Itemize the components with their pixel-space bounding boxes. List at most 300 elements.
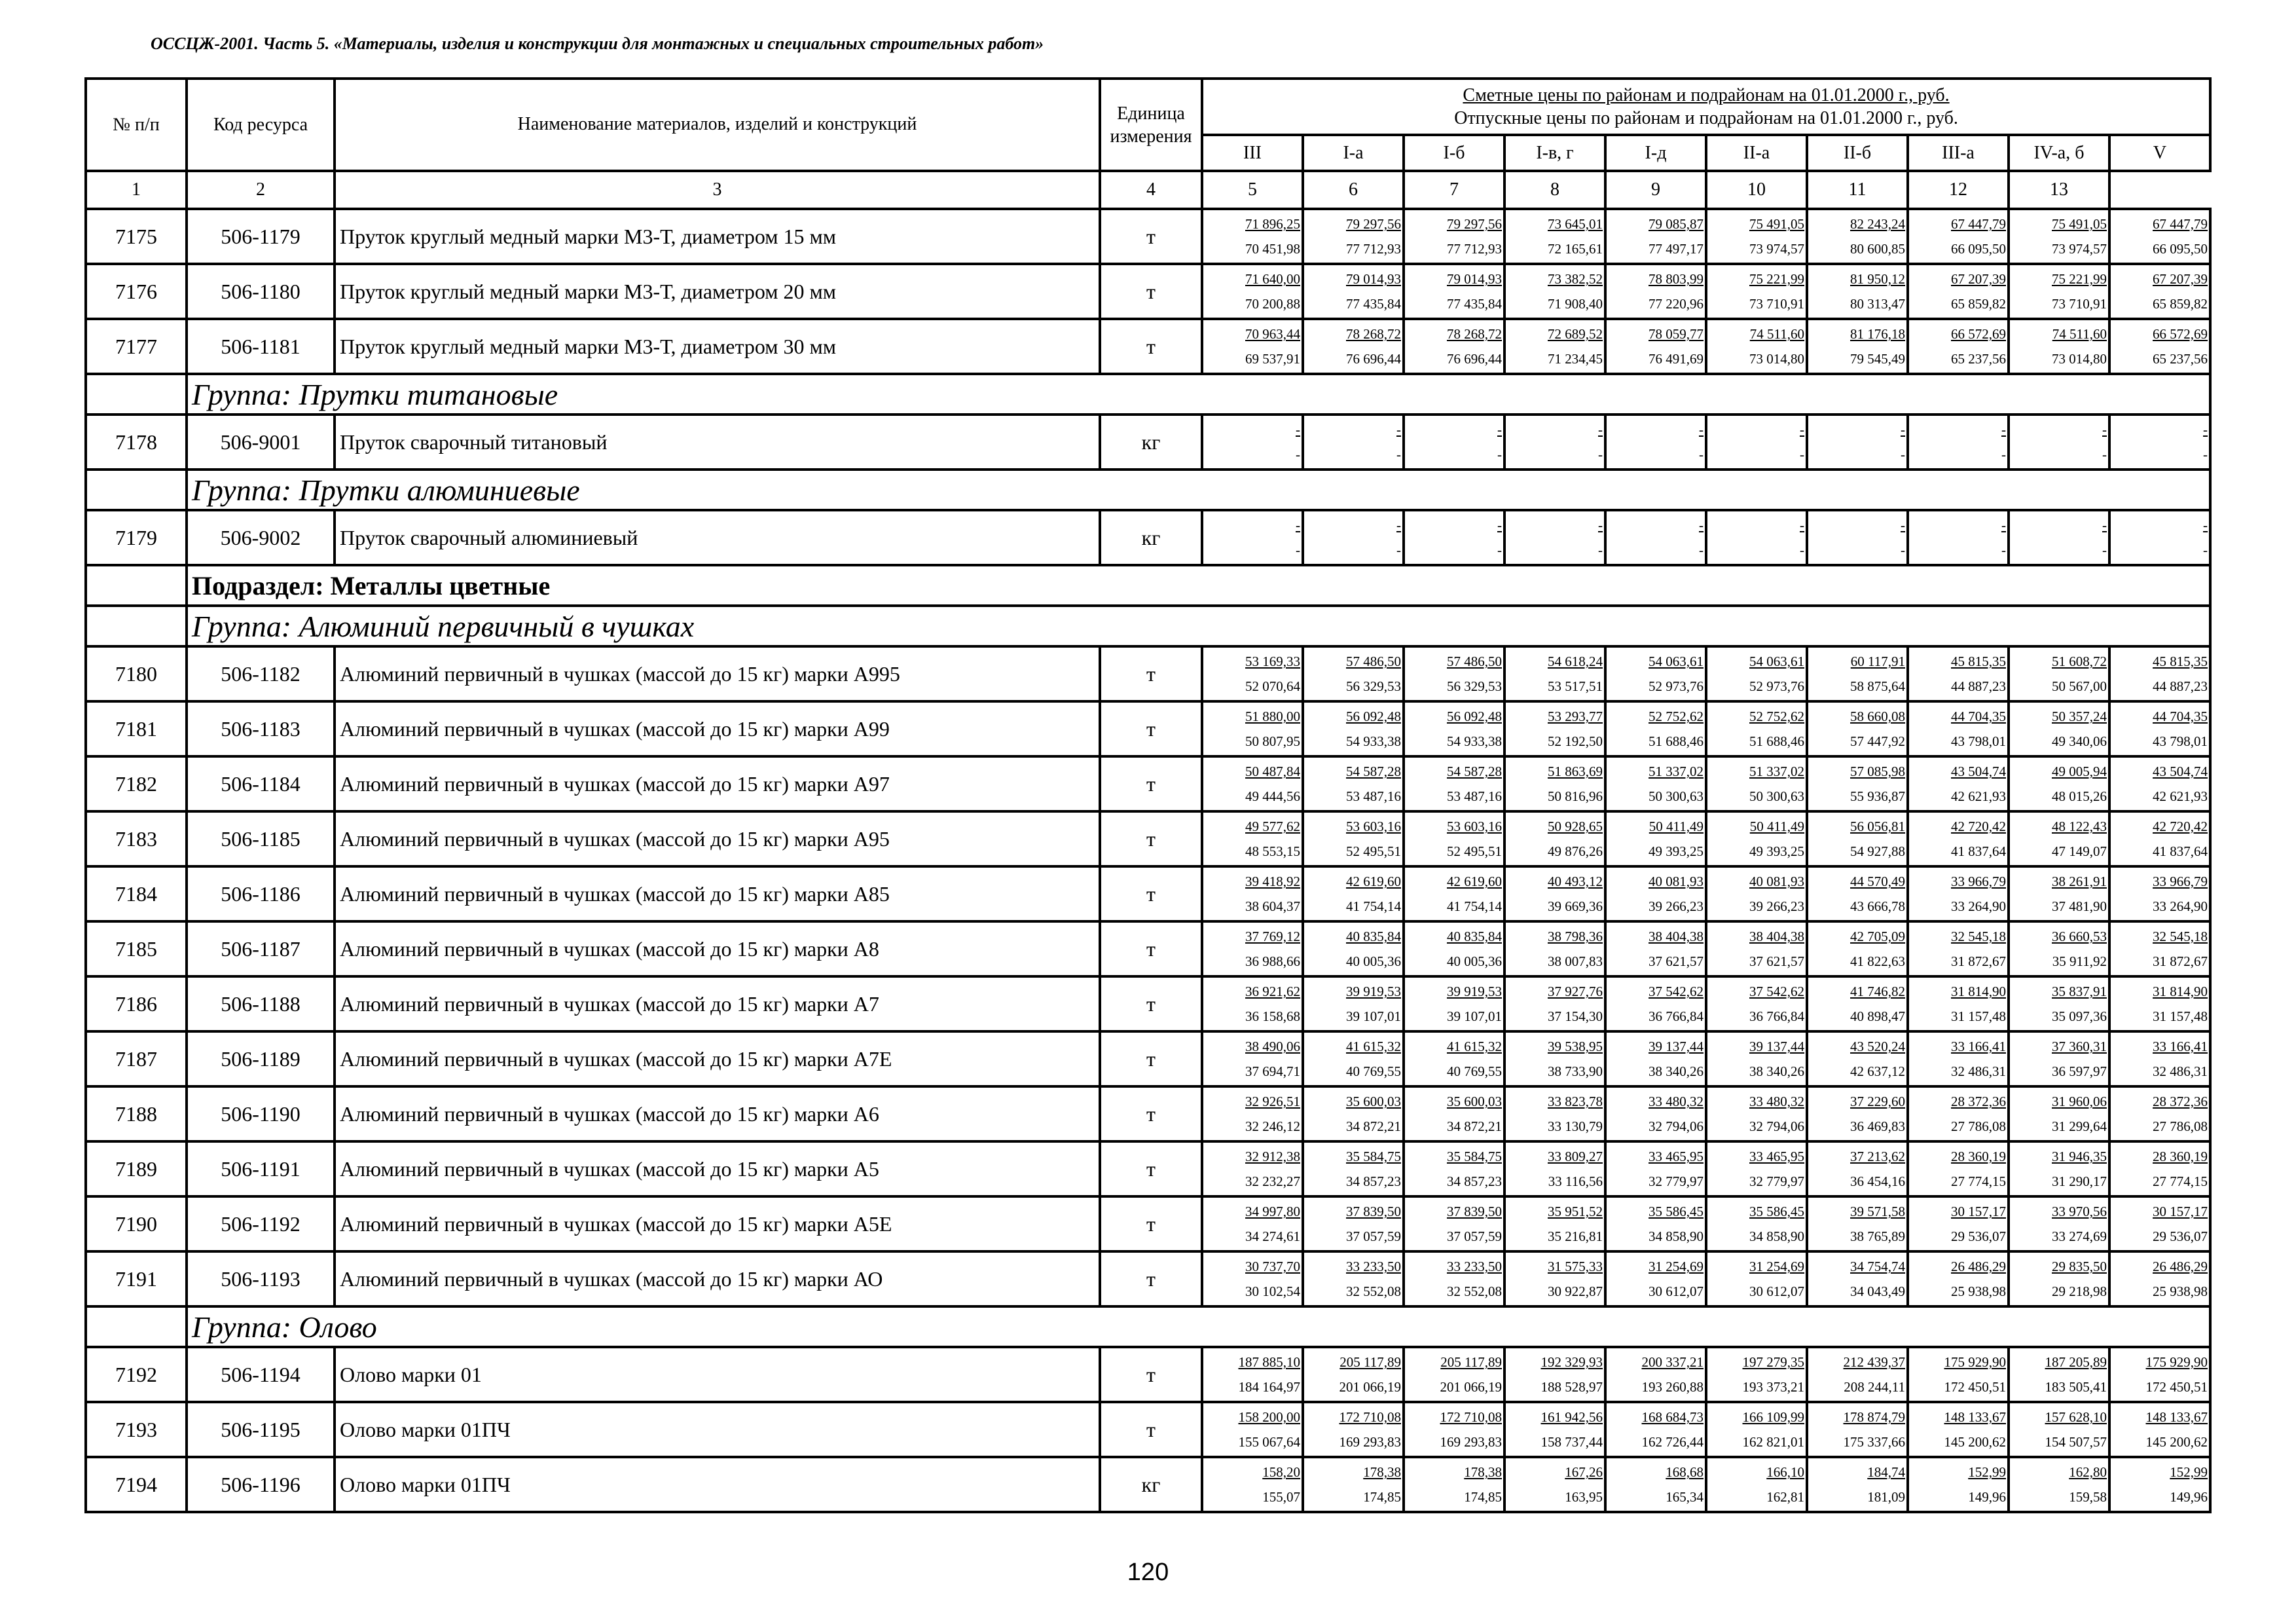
group-title: Группа: Прутки алюминиевые: [187, 470, 2210, 510]
material-name: Алюминий первичный в чушках (массой до 15 кг) марки АО: [335, 1251, 1100, 1306]
resource-code: 506-1187: [187, 921, 335, 976]
row-number: 7176: [86, 264, 187, 319]
release-price: 50 567,00: [2052, 678, 2107, 694]
row-number: 7178: [86, 415, 187, 470]
estimate-price: 39 538,95: [1548, 1039, 1603, 1054]
price-cell: [1807, 866, 1908, 921]
estimate-price: 31 814,90: [1951, 984, 2006, 999]
release-price: 65 237,56: [2153, 351, 2208, 367]
resource-code: 506-1193: [187, 1251, 335, 1306]
price-cell: [1807, 811, 1908, 866]
release-price: 39 669,36: [1548, 898, 1603, 914]
price-cell: [1303, 866, 1404, 921]
estimate-price: 205 117,89: [1339, 1354, 1401, 1370]
estimate-price: 50 411,49: [1649, 819, 1704, 834]
price-cell: [1202, 976, 1303, 1031]
price-cell: [1706, 415, 1807, 470]
table-row: [86, 1141, 2210, 1196]
price-cell: [1908, 1347, 2009, 1402]
price-cell: [1807, 510, 1908, 565]
release-price: 42 621,93: [2153, 788, 2208, 804]
release-price: -: [1800, 542, 1804, 558]
release-price: 172 450,51: [2145, 1379, 2208, 1395]
release-price: 65 859,82: [1951, 296, 2006, 312]
estimate-price: 79 014,93: [1346, 271, 1401, 287]
row-number: 7181: [86, 701, 187, 756]
release-price: 56 329,53: [1346, 678, 1401, 694]
release-price: 149,96: [2170, 1489, 2208, 1505]
estimate-price: 175 929,90: [1944, 1354, 2006, 1370]
header-prices-release: Отпускные цены по районам и подрайонам на 01.01.2000 г., руб.: [1454, 108, 1958, 128]
release-price: 208 244,11: [1844, 1379, 1905, 1395]
price-cell: [2109, 415, 2210, 470]
estimate-price: 66 572,69: [2153, 326, 2208, 342]
price-cell: [2109, 209, 2210, 264]
estimate-price: 54 587,28: [1346, 764, 1401, 779]
unit-of-measure: т: [1100, 921, 1202, 976]
estimate-price: 184,74: [1867, 1464, 1905, 1480]
price-cell: [1404, 1347, 1504, 1402]
price-cell: [2009, 510, 2109, 565]
price-cell: [1807, 701, 1908, 756]
material-name: Алюминий первичный в чушках (массой до 15 кг) марки А5: [335, 1141, 1100, 1196]
price-cell: [1504, 701, 1605, 756]
estimate-price: -: [1296, 517, 1300, 533]
price-cell: [1908, 319, 2009, 374]
price-cell: [2109, 1402, 2210, 1457]
resource-code: 506-1188: [187, 976, 335, 1031]
release-price: 34 872,21: [1447, 1118, 1502, 1134]
price-cell: [1303, 1196, 1404, 1251]
estimate-price: 78 268,72: [1346, 326, 1401, 342]
column-number-2: 2: [187, 171, 335, 209]
price-cell: [1605, 264, 1706, 319]
price-cell: [1807, 1402, 1908, 1457]
material-name: Пруток сварочный титановый: [335, 415, 1100, 470]
price-cell: [2009, 264, 2109, 319]
estimate-price: 38 490,06: [1245, 1039, 1300, 1054]
estimate-price: 172 710,08: [1339, 1409, 1401, 1425]
price-cell: [2009, 646, 2109, 701]
price-cell: [2009, 1086, 2109, 1141]
price-cell: [2009, 1141, 2109, 1196]
estimate-price: 148 133,67: [2145, 1409, 2208, 1425]
release-price: 41 837,64: [1951, 843, 2006, 859]
estimate-price: 53 603,16: [1447, 819, 1502, 834]
price-cell: [1807, 1086, 1908, 1141]
price-cell: [1908, 866, 2009, 921]
estimate-price: 66 572,69: [1951, 326, 2006, 342]
price-cell: [1605, 1347, 1706, 1402]
estimate-price: 79 297,56: [1346, 216, 1401, 232]
estimate-price: -: [1699, 422, 1704, 437]
release-price: -: [1699, 447, 1704, 462]
price-cell: [1605, 1402, 1706, 1457]
release-price: 42 621,93: [1951, 788, 2006, 804]
price-cell: [2109, 701, 2210, 756]
price-cell: [1202, 1402, 1303, 1457]
price-cell: [1202, 1347, 1303, 1402]
estimate-price: 168,68: [1666, 1464, 1704, 1480]
release-price: 145 200,62: [2145, 1434, 2208, 1450]
release-price: 49 393,25: [1749, 843, 1804, 859]
release-price: 73 710,91: [2052, 296, 2107, 312]
estimate-price: 50 411,49: [1749, 819, 1804, 834]
release-price: 34 857,23: [1346, 1173, 1401, 1189]
price-cell: [2109, 866, 2210, 921]
price-cell: [1202, 1251, 1303, 1306]
release-price: 77 497,17: [1649, 241, 1704, 257]
price-cell: [1404, 209, 1504, 264]
unit-of-measure: т: [1100, 866, 1202, 921]
price-cell: [1504, 976, 1605, 1031]
release-price: 76 696,44: [1346, 351, 1401, 367]
release-price: 40 769,55: [1447, 1063, 1502, 1079]
estimate-price: 33 166,41: [1951, 1039, 2006, 1054]
release-price: 50 300,63: [1649, 788, 1704, 804]
price-cell: [1504, 1141, 1605, 1196]
unit-of-measure: т: [1100, 264, 1202, 319]
estimate-price: 162,80: [2069, 1464, 2107, 1480]
estimate-price: 205 117,89: [1440, 1354, 1502, 1370]
release-price: 50 816,96: [1548, 788, 1603, 804]
estimate-price: 44 570,49: [1850, 874, 1905, 889]
price-cell: [2009, 1251, 2109, 1306]
release-price: 38 604,37: [1245, 898, 1300, 914]
region-header-3: I-в, г: [1504, 135, 1605, 171]
release-price: 49 393,25: [1649, 843, 1704, 859]
estimate-price: 57 486,50: [1346, 654, 1401, 669]
release-price: 38 340,26: [1749, 1063, 1804, 1079]
estimate-price: 37 213,62: [1850, 1149, 1905, 1164]
price-cell: [1908, 1141, 2009, 1196]
release-price: 51 688,46: [1649, 733, 1704, 749]
estimate-price: 31 946,35: [2052, 1149, 2107, 1164]
price-cell: [1706, 1402, 1807, 1457]
estimate-price: 52 752,62: [1649, 709, 1704, 724]
table-row: [86, 1457, 2210, 1512]
estimate-price: 42 705,09: [1850, 929, 1905, 944]
price-cell: [1504, 646, 1605, 701]
price-cell: [1404, 866, 1504, 921]
unit-of-measure: т: [1100, 1141, 1202, 1196]
estimate-price: 39 919,53: [1346, 984, 1401, 999]
price-cell: [1807, 1457, 1908, 1512]
estimate-price: 158,20: [1262, 1464, 1300, 1480]
estimate-price: -: [1800, 517, 1804, 533]
price-cell: [1504, 264, 1605, 319]
release-price: 57 447,92: [1850, 733, 1905, 749]
release-price: 71 234,45: [1548, 351, 1603, 367]
price-cell: [1908, 756, 2009, 811]
price-cell: [1706, 1196, 1807, 1251]
price-cell: [2109, 921, 2210, 976]
estimate-price: 54 587,28: [1447, 764, 1502, 779]
price-cell: [1605, 866, 1706, 921]
estimate-price: 42 619,60: [1447, 874, 1502, 889]
release-price: 193 373,21: [1742, 1379, 1804, 1395]
unit-of-measure: т: [1100, 701, 1202, 756]
release-price: 159,58: [2069, 1489, 2107, 1505]
material-name: Пруток круглый медный марки М3-Т, диаметром 30 мм: [335, 319, 1100, 374]
estimate-price: -: [1598, 517, 1603, 533]
price-cell: [1706, 1031, 1807, 1086]
price-cell: [2109, 264, 2210, 319]
price-cell: [1908, 415, 2009, 470]
resource-code: 506-9002: [187, 510, 335, 565]
price-cell: [2009, 209, 2109, 264]
estimate-price: -: [2203, 422, 2208, 437]
table-body: [86, 209, 2210, 1512]
estimate-price: 35 951,52: [1548, 1204, 1603, 1219]
release-price: 32 246,12: [1245, 1118, 1300, 1134]
release-price: -: [1396, 447, 1401, 462]
price-cell: [2109, 1347, 2210, 1402]
estimate-price: 29 835,50: [2052, 1259, 2107, 1274]
price-cell: [1706, 701, 1807, 756]
release-price: 154 507,57: [2045, 1434, 2107, 1450]
estimate-price: 192 329,93: [1540, 1354, 1603, 1370]
release-price: 36 766,84: [1749, 1008, 1804, 1024]
release-price: -: [2001, 447, 2006, 462]
price-cell: [1908, 1031, 2009, 1086]
release-price: 66 095,50: [1951, 241, 2006, 257]
row-number: 7175: [86, 209, 187, 264]
estimate-price: 56 092,48: [1447, 709, 1502, 724]
price-cell: [1504, 1031, 1605, 1086]
estimate-price: 161 942,56: [1540, 1409, 1603, 1425]
release-price: 32 552,08: [1346, 1283, 1401, 1299]
price-cell: [1908, 209, 2009, 264]
price-cell: [1202, 811, 1303, 866]
release-price: 31 872,67: [1951, 953, 2006, 969]
estimate-price: 35 837,91: [2052, 984, 2107, 999]
price-cell: [1706, 811, 1807, 866]
price-cell: [1706, 1141, 1807, 1196]
release-price: 38 765,89: [1850, 1228, 1905, 1244]
resource-code: 506-9001: [187, 415, 335, 470]
group-row: [86, 606, 2210, 646]
estimate-price: 32 912,38: [1245, 1149, 1300, 1164]
estimate-price: 212 439,37: [1843, 1354, 1905, 1370]
price-cell: [2109, 1196, 2210, 1251]
estimate-price: 26 486,29: [1951, 1259, 2006, 1274]
price-cell: [1202, 264, 1303, 319]
price-cell: [1605, 811, 1706, 866]
estimate-price: 152,99: [2170, 1464, 2208, 1480]
release-price: 48 015,26: [2052, 788, 2107, 804]
group-row: [86, 470, 2210, 510]
resource-code: 506-1183: [187, 701, 335, 756]
price-cell: [2109, 811, 2210, 866]
release-price: 201 066,19: [1339, 1379, 1401, 1395]
price-cell: [1404, 1457, 1504, 1512]
group-title: Группа: Алюминий первичный в чушках: [187, 606, 2210, 646]
column-number-9: 9: [1605, 171, 1706, 209]
estimate-price: 38 404,38: [1649, 929, 1704, 944]
release-price: 41 837,64: [2153, 843, 2208, 859]
unit-of-measure: т: [1100, 1251, 1202, 1306]
price-cell: [2009, 756, 2109, 811]
estimate-price: 28 372,36: [2153, 1094, 2208, 1109]
estimate-price: -: [2001, 422, 2006, 437]
release-price: 52 973,76: [1649, 678, 1704, 694]
release-price: 53 487,16: [1447, 788, 1502, 804]
price-cell: [1303, 921, 1404, 976]
table-row: [86, 976, 2210, 1031]
release-price: 40 769,55: [1346, 1063, 1401, 1079]
estimate-price: 31 960,06: [2052, 1094, 2107, 1109]
release-price: 32 794,06: [1749, 1118, 1804, 1134]
material-name: Алюминий первичный в чушках (массой до 15 кг) марки А97: [335, 756, 1100, 811]
page-number: 120: [1127, 1559, 1169, 1586]
price-cell: [1807, 646, 1908, 701]
estimate-price: 78 268,72: [1447, 326, 1502, 342]
estimate-price: 30 737,70: [1245, 1259, 1300, 1274]
release-price: 175 337,66: [1843, 1434, 1905, 1450]
price-cell: [2009, 921, 2109, 976]
estimate-price: 51 337,02: [1749, 764, 1804, 779]
release-price: 70 200,88: [1245, 296, 1300, 312]
release-price: 155 067,64: [1238, 1434, 1300, 1450]
estimate-price: 30 157,17: [1951, 1204, 2006, 1219]
release-price: 174,85: [1464, 1489, 1502, 1505]
price-cell: [2109, 510, 2210, 565]
price-cell: [1504, 1196, 1605, 1251]
price-cell: [1605, 921, 1706, 976]
price-table: [84, 77, 2212, 1513]
release-price: 174,85: [1363, 1489, 1401, 1505]
release-price: 33 274,69: [2052, 1228, 2107, 1244]
material-name: Алюминий первичный в чушках (массой до 15 кг) марки А7: [335, 976, 1100, 1031]
estimate-price: 172 710,08: [1440, 1409, 1502, 1425]
price-cell: [1807, 1347, 1908, 1402]
release-price: 29 536,07: [2153, 1228, 2208, 1244]
price-cell: [1908, 811, 2009, 866]
material-name: Алюминий первичный в чушках (массой до 15 кг) марки А99: [335, 701, 1100, 756]
estimate-price: 73 645,01: [1548, 216, 1603, 232]
estimate-price: 32 545,18: [1951, 929, 2006, 944]
estimate-price: 44 704,35: [2153, 709, 2208, 724]
estimate-price: 41 615,32: [1447, 1039, 1502, 1054]
release-price: -: [1901, 447, 1905, 462]
unit-of-measure: т: [1100, 1031, 1202, 1086]
estimate-price: 158 200,00: [1238, 1409, 1300, 1425]
release-price: 36 469,83: [1850, 1118, 1905, 1134]
release-price: 37 621,57: [1749, 953, 1804, 969]
price-cell: [1202, 1031, 1303, 1086]
release-price: 37 057,59: [1447, 1228, 1502, 1244]
release-price: 30 922,87: [1548, 1283, 1603, 1299]
row-number: 7183: [86, 811, 187, 866]
price-cell: [1504, 1402, 1605, 1457]
price-cell: [1504, 1251, 1605, 1306]
release-price: 65 237,56: [1951, 351, 2006, 367]
price-cell: [1908, 1457, 2009, 1512]
price-cell: [1504, 756, 1605, 811]
release-price: 54 933,38: [1447, 733, 1502, 749]
column-number-12: 12: [1908, 171, 2009, 209]
price-cell: [1908, 1251, 2009, 1306]
price-cell: [1908, 1196, 2009, 1251]
price-cell: [1303, 1251, 1404, 1306]
estimate-price: 33 480,32: [1649, 1094, 1704, 1109]
price-cell: [1706, 319, 1807, 374]
group-title: Группа: Прутки титановые: [187, 374, 2210, 415]
row-number: 7187: [86, 1031, 187, 1086]
resource-code: 506-1189: [187, 1031, 335, 1086]
release-price: 172 450,51: [1944, 1379, 2006, 1395]
table-row: [86, 510, 2210, 565]
price-cell: [1605, 646, 1706, 701]
release-price: 72 165,61: [1548, 241, 1603, 257]
release-price: 30 612,07: [1749, 1283, 1804, 1299]
estimate-price: 53 293,77: [1548, 709, 1603, 724]
release-price: 44 887,23: [1951, 678, 2006, 694]
region-header-4: I-д: [1605, 135, 1706, 171]
release-price: 40 005,36: [1447, 953, 1502, 969]
estimate-price: 33 465,95: [1649, 1149, 1704, 1164]
release-price: 69 537,91: [1245, 351, 1300, 367]
estimate-price: 200 337,21: [1641, 1354, 1704, 1370]
estimate-price: 30 157,17: [2153, 1204, 2208, 1219]
release-price: 44 887,23: [2153, 678, 2208, 694]
price-cell: [2009, 701, 2109, 756]
release-price: 77 435,84: [1346, 296, 1401, 312]
estimate-price: 75 221,99: [2052, 271, 2107, 287]
estimate-price: 33 809,27: [1548, 1149, 1603, 1164]
release-price: 41 822,63: [1850, 953, 1905, 969]
release-price: 73 974,57: [2052, 241, 2107, 257]
price-cell: [1807, 319, 1908, 374]
table-row: [86, 1347, 2210, 1402]
release-price: 47 149,07: [2052, 843, 2107, 859]
estimate-price: 33 166,41: [2153, 1039, 2208, 1054]
price-cell: [2009, 1347, 2109, 1402]
unit-of-measure: т: [1100, 811, 1202, 866]
release-price: 38 340,26: [1649, 1063, 1704, 1079]
price-cell: [1807, 264, 1908, 319]
column-number-11: 11: [1807, 171, 1908, 209]
price-cell: [1706, 756, 1807, 811]
price-cell: [1404, 1141, 1504, 1196]
release-price: 71 908,40: [1548, 296, 1603, 312]
release-price: 32 779,97: [1749, 1173, 1804, 1189]
release-price: 169 293,83: [1440, 1434, 1502, 1450]
group-title: Группа: Олово: [187, 1306, 2210, 1347]
release-price: 35 911,92: [2052, 953, 2107, 969]
release-price: 52 192,50: [1548, 733, 1603, 749]
price-cell: [1605, 1031, 1706, 1086]
unit-of-measure: т: [1100, 756, 1202, 811]
release-price: 41 754,14: [1346, 898, 1401, 914]
table-row: [86, 415, 2210, 470]
price-cell: [1303, 976, 1404, 1031]
price-cell: [1202, 646, 1303, 701]
price-cell: [1303, 415, 1404, 470]
release-price: 80 313,47: [1850, 296, 1905, 312]
release-price: 32 486,31: [2153, 1063, 2208, 1079]
estimate-price: 33 480,32: [1749, 1094, 1804, 1109]
column-number-7: 7: [1404, 171, 1504, 209]
resource-code: 506-1181: [187, 319, 335, 374]
estimate-price: 187 885,10: [1238, 1354, 1300, 1370]
release-price: 201 066,19: [1440, 1379, 1502, 1395]
row-number: 7194: [86, 1457, 187, 1512]
estimate-price: 67 447,79: [1951, 216, 2006, 232]
region-header-5: II-а: [1706, 135, 1807, 171]
unit-of-measure: т: [1100, 209, 1202, 264]
